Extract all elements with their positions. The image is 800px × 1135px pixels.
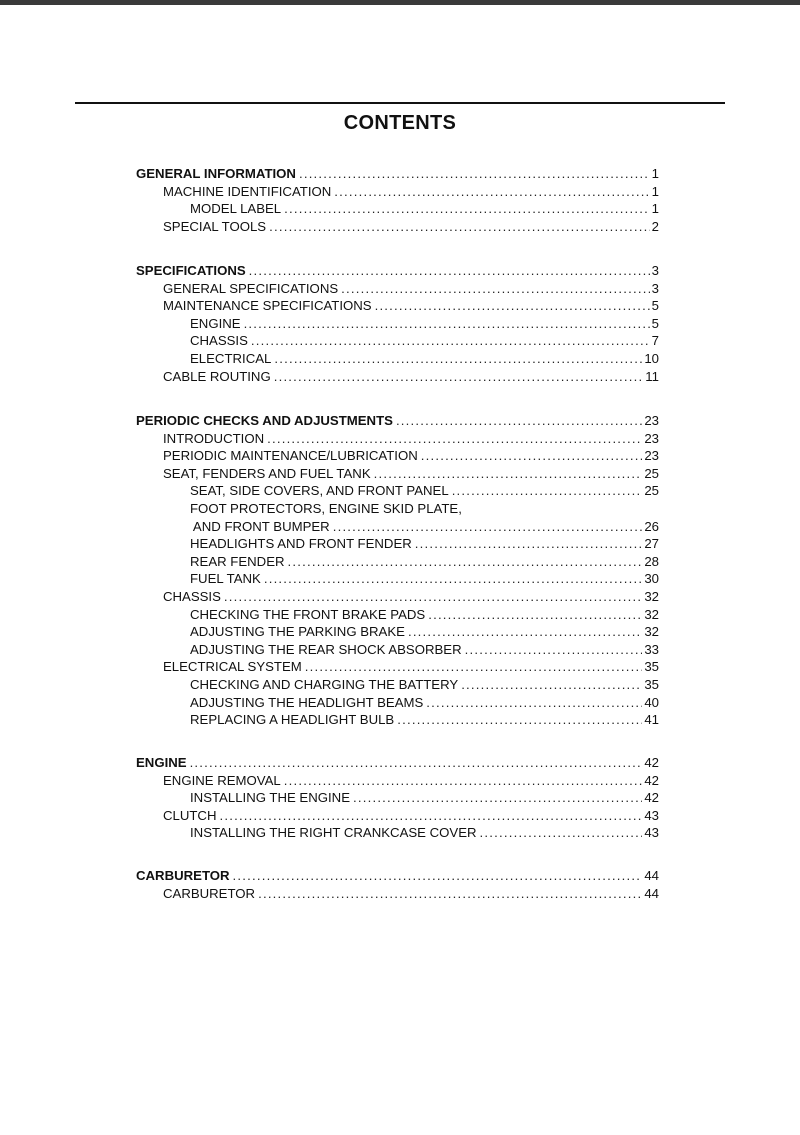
toc-entry[interactable] (190, 518, 659, 536)
toc-entry-title: INTRODUCTION (163, 430, 265, 446)
toc-entry[interactable] (190, 641, 659, 659)
dot-leader (274, 350, 642, 368)
toc-page-number: 2 (651, 218, 659, 234)
toc-entry[interactable] (163, 297, 659, 315)
dot-leader (267, 430, 642, 448)
toc-entry-title: ENGINE (190, 315, 241, 331)
toc-page-number: 32 (644, 624, 659, 640)
toc-page-number: 33 (644, 641, 659, 657)
toc-entry[interactable] (190, 789, 659, 807)
dot-leader (426, 694, 642, 712)
toc-entry[interactable] (190, 500, 659, 518)
toc-entry[interactable] (163, 885, 659, 903)
toc-entry-title: ELECTRICAL SYSTEM (163, 659, 302, 675)
toc-section-title: ENGINE (136, 755, 187, 770)
toc-page-number: 5 (651, 315, 659, 331)
dot-leader (258, 885, 642, 903)
toc-entry[interactable] (190, 200, 659, 218)
toc-entry-title: CABLE ROUTING (163, 368, 271, 384)
dot-leader (244, 315, 650, 333)
page-title: CONTENTS (343, 112, 457, 134)
toc-entry[interactable] (163, 218, 659, 236)
toc-entry-title: CHASSIS (190, 333, 248, 349)
toc-entry-title: ADJUSTING THE REAR SHOCK ABSORBER (190, 641, 462, 657)
toc-entry[interactable] (163, 368, 659, 386)
toc-page-number: 43 (644, 807, 659, 823)
toc-entry[interactable] (190, 553, 659, 571)
dot-leader (333, 518, 643, 536)
toc-page-number: 42 (644, 755, 659, 770)
dot-leader (428, 606, 642, 624)
dot-leader (269, 218, 650, 236)
toc-entry-title: INSTALLING THE ENGINE (190, 790, 350, 806)
toc-entry-title: CHASSIS (163, 589, 221, 604)
toc-page-number: 35 (644, 677, 659, 692)
toc-entry[interactable] (163, 430, 659, 448)
toc-entry-title: SPECIAL TOOLS (163, 218, 267, 234)
toc-entry-title: MODEL LABEL (190, 201, 282, 217)
toc-entry[interactable] (163, 658, 659, 676)
toc-section-heading[interactable] (136, 867, 659, 885)
toc-page-number: 10 (644, 351, 659, 366)
toc-entry[interactable] (190, 332, 659, 350)
toc-section-title: SPECIFICATIONS (136, 263, 246, 278)
toc-page-number: 7 (651, 333, 659, 349)
dot-leader (375, 297, 650, 315)
toc-page-number: 3 (651, 263, 659, 278)
toc-section-title: GENERAL INFORMATION (136, 166, 296, 181)
toc-entry-title: CARBURETOR (163, 885, 256, 901)
toc-page-number: 1 (651, 201, 659, 217)
dot-leader (461, 676, 642, 694)
toc-entry[interactable] (163, 280, 659, 298)
toc-entry-title: SEAT, FENDERS AND FUEL TANK (163, 465, 371, 481)
toc-page-number: 25 (644, 483, 659, 499)
toc-page-number: 44 (644, 885, 659, 901)
toc-entry-title: ELECTRICAL (190, 351, 272, 366)
toc-page-number: 41 (644, 712, 659, 728)
toc-section-heading[interactable] (136, 165, 659, 183)
dot-leader (190, 754, 643, 772)
toc-page-number: 42 (644, 790, 659, 806)
toc-entry-title: MACHINE IDENTIFICATION (163, 183, 332, 199)
dot-leader (251, 332, 650, 350)
toc-entry[interactable] (190, 711, 659, 729)
toc-entry[interactable] (190, 676, 659, 694)
toc-entry[interactable] (190, 570, 659, 588)
dot-leader (299, 165, 650, 183)
toc-entry[interactable] (163, 447, 659, 465)
header-rule (75, 102, 725, 104)
toc-entry[interactable] (190, 623, 659, 641)
toc-entry-title: CHECKING THE FRONT BRAKE PADS (190, 606, 426, 622)
toc-entry-title: ADJUSTING THE HEADLIGHT BEAMS (190, 694, 424, 710)
toc-page-number: 32 (644, 589, 659, 604)
toc-page-number: 23 (644, 430, 659, 446)
toc-entry-title: INSTALLING THE RIGHT CRANKCASE COVER (190, 825, 477, 841)
dot-leader (452, 482, 643, 500)
toc-entry-title: REPLACING A HEADLIGHT BULB (190, 712, 395, 728)
toc-entry[interactable] (163, 807, 659, 825)
dot-leader (219, 807, 642, 825)
dot-leader (353, 789, 642, 807)
toc-entry[interactable] (190, 535, 659, 553)
toc-entry-title: CLUTCH (163, 807, 217, 823)
dot-leader (397, 711, 642, 729)
toc-entry[interactable] (190, 350, 659, 368)
toc-page-number: 30 (644, 571, 659, 587)
toc-section-heading[interactable] (136, 412, 659, 430)
toc-page-number: 5 (651, 298, 659, 314)
dot-leader (264, 570, 642, 588)
toc-entry[interactable] (190, 824, 659, 842)
toc-entry[interactable] (190, 694, 659, 712)
toc-entry-title: ENGINE REMOVAL (163, 772, 281, 788)
toc-page-number: 28 (644, 553, 659, 569)
dot-leader (305, 658, 643, 676)
toc-section-heading[interactable] (136, 262, 659, 280)
toc-page-number: 27 (644, 536, 659, 552)
toc-entry[interactable] (163, 588, 659, 606)
toc-section-title: PERIODIC CHECKS AND ADJUSTMENTS (136, 413, 393, 428)
toc-entry-title: ADJUSTING THE PARKING BRAKE (190, 624, 405, 640)
dot-leader (341, 280, 650, 298)
toc-entry-title: GENERAL SPECIFICATIONS (163, 280, 339, 296)
dot-leader (249, 262, 650, 280)
dot-leader (465, 641, 643, 659)
toc-entry-title: REAR FENDER (190, 553, 285, 569)
dot-leader (374, 465, 643, 483)
toc-entry-title: FOOT PROTECTORS, ENGINE SKID PLATE, (190, 501, 462, 516)
toc-page-number: 32 (644, 606, 659, 622)
top-edge-bar (0, 0, 800, 5)
dot-leader (233, 867, 643, 885)
toc-section-title: CARBURETOR (136, 868, 230, 883)
toc-entry-title: PERIODIC MAINTENANCE/LUBRICATION (163, 448, 418, 464)
toc-page-number: 40 (644, 694, 659, 710)
toc-page-number: 26 (644, 518, 659, 534)
toc-entry[interactable] (190, 482, 659, 500)
toc-entry-title: HEADLIGHTS AND FRONT FENDER (190, 536, 412, 552)
dot-leader (224, 588, 642, 606)
toc-entry-title: SEAT, SIDE COVERS, AND FRONT PANEL (190, 483, 449, 499)
toc-section-heading[interactable] (136, 754, 659, 772)
dot-leader (274, 368, 644, 386)
dot-leader (288, 553, 643, 571)
dot-leader (396, 412, 642, 430)
dot-leader (334, 183, 649, 201)
dot-leader (284, 772, 643, 790)
toc-page-number: 44 (644, 868, 659, 883)
toc-entry-title: FUEL TANK (190, 571, 261, 587)
toc-page-number: 1 (651, 166, 659, 181)
toc-page-number: 23 (644, 413, 659, 428)
toc-entry-title: MAINTENANCE SPECIFICATIONS (163, 298, 372, 314)
toc-page-number: 1 (651, 183, 659, 199)
dot-leader (421, 447, 643, 465)
dot-leader (415, 535, 643, 553)
toc-page-number: 11 (645, 368, 659, 384)
toc-page-number: 25 (644, 465, 659, 481)
toc-entry[interactable] (163, 183, 659, 201)
dot-leader (284, 200, 650, 218)
dot-leader (480, 824, 643, 842)
toc-page-number: 43 (644, 825, 659, 841)
toc-page-number: 42 (644, 772, 659, 788)
toc-entry[interactable] (163, 465, 659, 483)
dot-leader (408, 623, 642, 641)
toc-entry[interactable] (190, 606, 659, 624)
toc-entry-title: AND FRONT BUMPER (190, 518, 330, 534)
toc-page-number: 23 (644, 448, 659, 464)
toc-page-number: 35 (644, 659, 659, 675)
toc-page-number: 3 (651, 280, 659, 296)
toc-entry-title: CHECKING AND CHARGING THE BATTERY (190, 677, 459, 692)
toc-entry[interactable] (163, 772, 659, 790)
toc-entry[interactable] (190, 315, 659, 333)
